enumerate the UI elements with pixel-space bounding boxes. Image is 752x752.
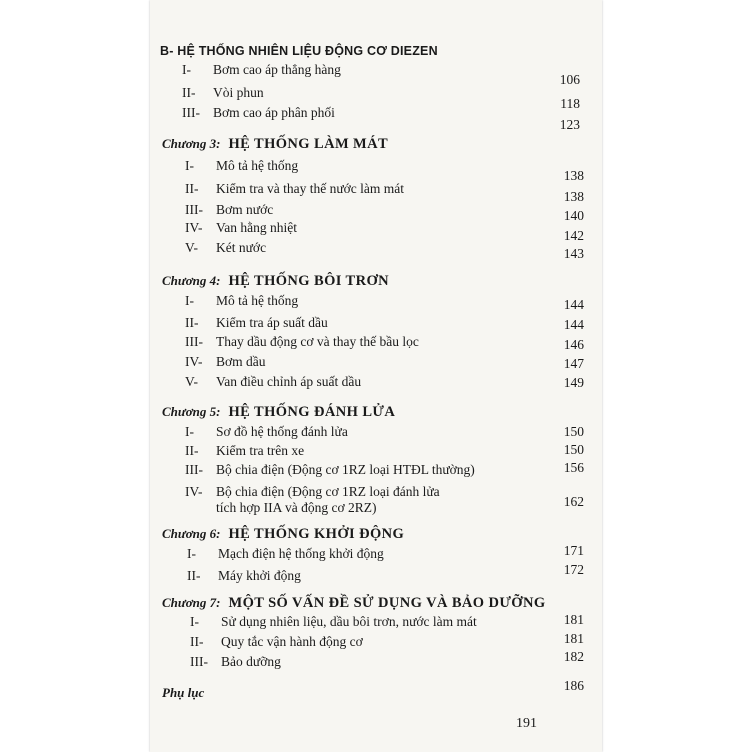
- page-ref: 142: [563, 228, 584, 243]
- page-ref: 150: [563, 442, 584, 457]
- page-ref: 147: [563, 356, 584, 371]
- page-ref: 182: [563, 649, 584, 664]
- page-ref: 140: [563, 208, 584, 223]
- page-ref: 143: [563, 246, 584, 261]
- appendix-heading: Phụ lục: [162, 685, 205, 700]
- page-ref: 150: [563, 424, 584, 439]
- page-ref: 162: [563, 494, 584, 509]
- page-ref: 181: [563, 612, 584, 627]
- page-ref: 118: [560, 96, 580, 111]
- page-number: 191: [516, 716, 537, 731]
- page-ref: 138: [563, 168, 584, 183]
- chapter-3-heading: Chương 3: HỆ THỐNG LÀM MÁT: [162, 136, 389, 152]
- section-b-title: B- HỆ THỐNG NHIÊN LIỆU ĐỘNG CƠ DIEZEN: [160, 44, 438, 58]
- page-ref: 172: [563, 562, 584, 577]
- chapter-5-heading: Chương 5: HỆ THỐNG ĐÁNH LỬA: [162, 404, 396, 420]
- chapter-7-heading: Chương 7: MỘT SỐ VẤN ĐỀ SỬ DỤNG VÀ BẢO DƯỠNG: [162, 595, 546, 611]
- chapter-4-heading: Chương 4: HỆ THỐNG BÔI TRƠN: [162, 273, 390, 289]
- page-ref: 144: [563, 297, 584, 312]
- page-ref: 156: [563, 460, 584, 475]
- page-ref: 138: [563, 189, 584, 204]
- page-ref: 146: [563, 337, 584, 352]
- page-ref: 106: [559, 72, 580, 87]
- page-ref: 123: [559, 117, 580, 132]
- page-ref: 149: [563, 375, 584, 390]
- chapter-6-heading: Chương 6: HỆ THỐNG KHỞI ĐỘNG: [162, 526, 405, 542]
- page-ref: 181: [563, 631, 584, 646]
- page-ref: 171: [563, 543, 584, 558]
- page-ref: 144: [563, 317, 584, 332]
- book-page: B- HỆ THỐNG NHIÊN LIỆU ĐỘNG CƠ DIEZEN I- Bơm cao áp thẳng hàng 106 II- Vòi phun 118 III- Bơm cao áp phân phối 123 Chương 3: HỆ THỐNG LÀM MÁT I- Mô tả hệ thống 138 II- Kiểm tra và thay thế nước làm mát 138 III- Bơm nước 140 IV- Van hằng nhiệt 142 V- Két nước 143 Chương 4: HỆ THỐNG BÔI TRƠN I- Mô tả hệ thống 144 II- Kiểm tra áp suất dầu 144 III- Thay dầu động cơ và thay thế bầu lọc 146 IV- Bơm dầu 147 V- Van điều chỉnh áp suất dầu 149 Chương 5: HỆ THỐNG ĐÁNH LỬA I- Sơ đồ hệ thống đánh lửa 150 II- Kiểm tra trên xe 150 III- Bộ chia điện (Động cơ 1RZ loại HTĐL thường) 156 IV- Bộ chia điện (Động cơ 1RZ loại đánh lửa tích hợp IIA và động cơ 2RZ) 162 Chương 6: HỆ THỐNG KHỞI ĐỘNG I- Mạch điện hệ thống khởi động 171 II- Máy khởi động 172 Chương 7: MỘT SỐ VẤN ĐỀ SỬ DỤNG VÀ BẢO DƯỠNG I- Sử dụng nhiên liệu, dầu bôi trơn, nước làm mát 181 II- Quy tắc vận hành động cơ 181 III- Bảo dưỡng 182 Phụ lục 186 191: [150, 0, 602, 752]
- page-ref: 186: [563, 678, 584, 693]
